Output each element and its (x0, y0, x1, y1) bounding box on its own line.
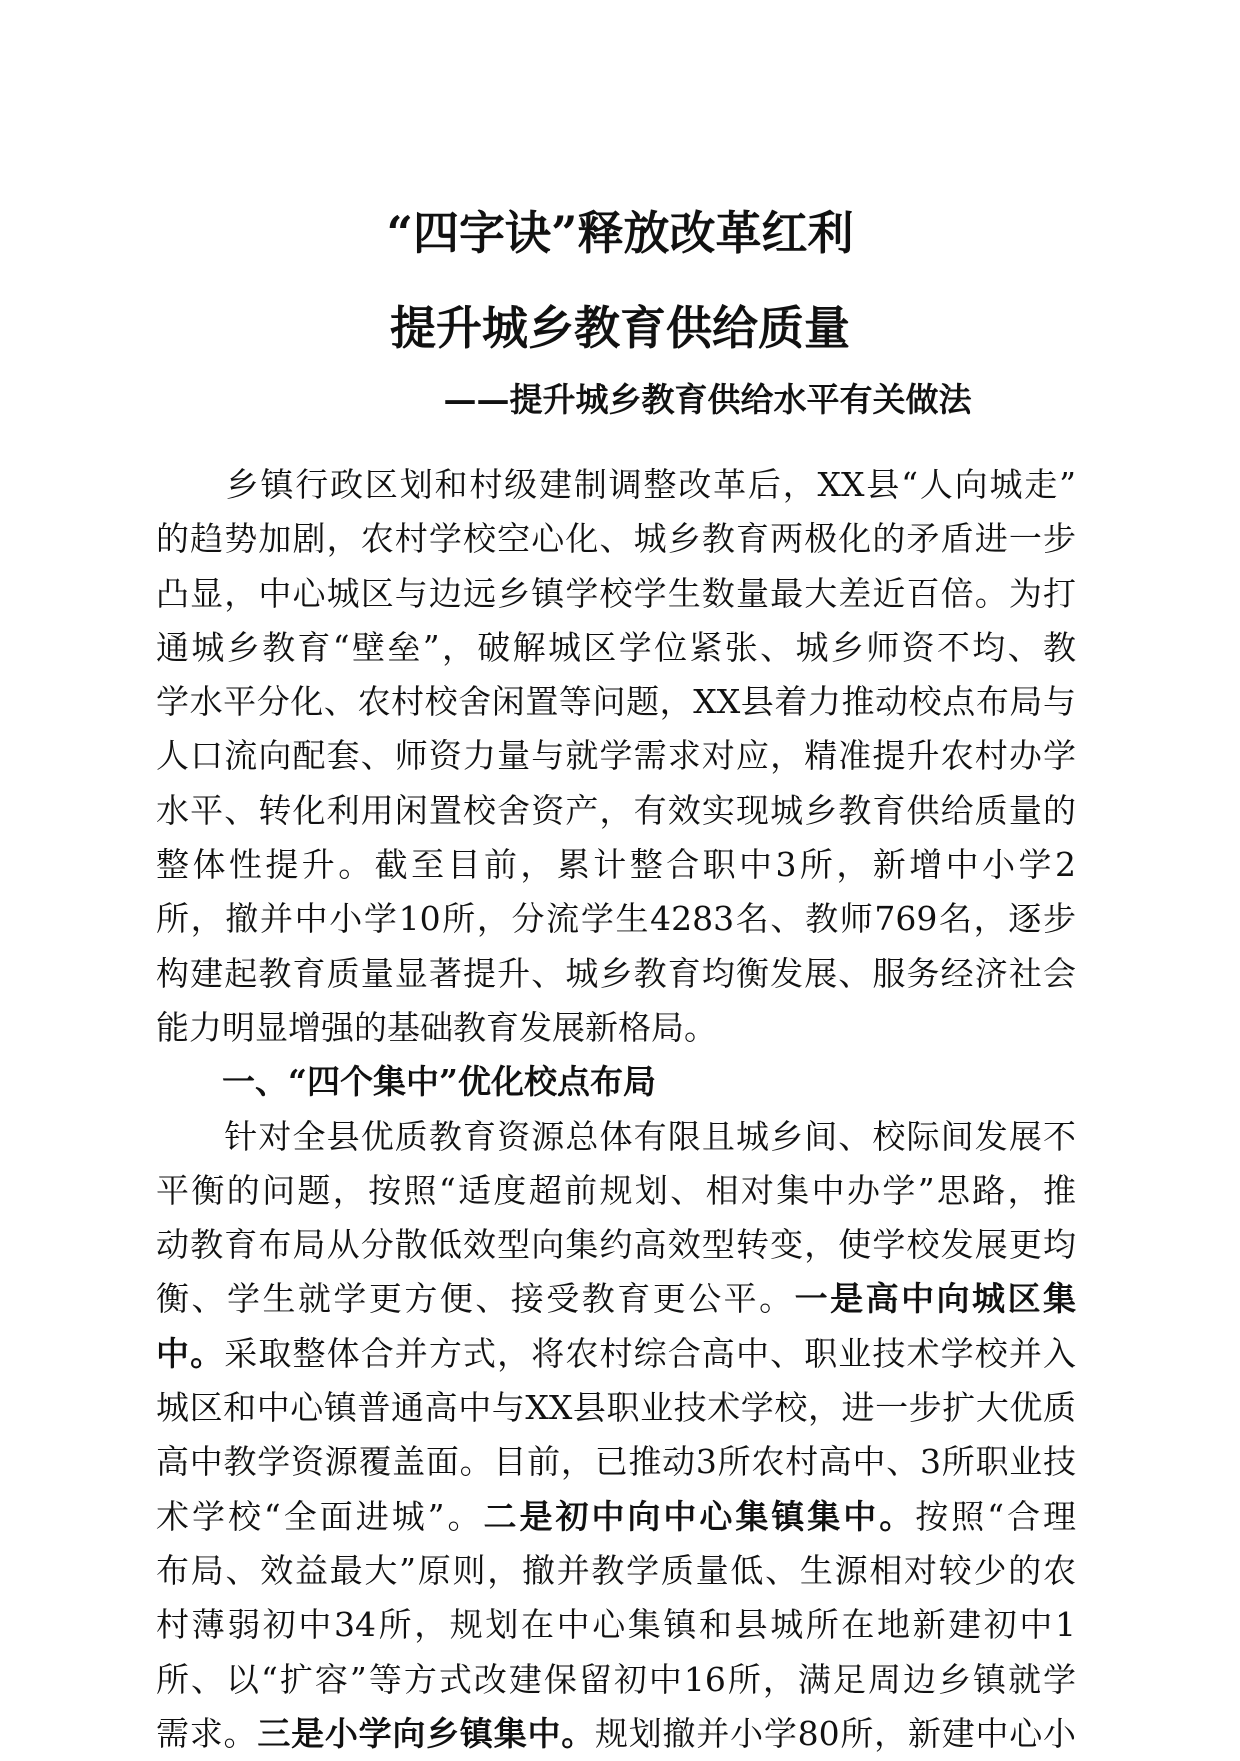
paragraph-line (156, 1327, 1076, 1381)
paragraph-line: 针对全县优质教育资源总体有限且城乡间、校际间发展不 (156, 1116, 1076, 1156)
paragraph-line: 动教育布局从分散低效型向集约高效型转变，使学校发展更均 (156, 1225, 1076, 1265)
bold-point-title: 三是小学向乡镇集中。 (257, 1713, 596, 1753)
line-text: 按照“合理 (915, 1496, 1077, 1536)
paragraph-line: 所，撤并中小学10所，分流学生4283名、教师769名，逐步 (156, 899, 1076, 939)
paragraph-line: 人口流向配套、师资力量与就学需求对应，精准提升农村办学 (156, 736, 1076, 776)
document-body (156, 458, 1076, 1761)
paragraph-line: 城区和中心镇普通高中与XX县职业技术学校，进一步扩大优质 (156, 1388, 1076, 1428)
paragraph-line: 乡镇行政区划和村级建制调整改革后，XX县“人向城走” (156, 465, 1076, 504)
paragraph-line: 学水平分化、农村校舍闲置等问题，XX县着力推动校点布局与 (156, 682, 1076, 722)
document-title-line-1: “四字诀”释放改革红利 (386, 206, 854, 260)
paragraph-line (156, 1272, 1076, 1326)
section-heading: 一、“四个集中”优化校点布局 (156, 1062, 656, 1102)
paragraph-line: 所、以“扩容”等方式改建保留初中16所，满足周边乡镇就学 (156, 1659, 1076, 1699)
paragraph-line: 高中教学资源覆盖面。目前，已推动3所农村高中、3所职业技 (156, 1442, 1076, 1482)
line-text: 采取整体合并方式，将农村综合高中、职业技术学校并入 (224, 1333, 1077, 1373)
bold-point-title: 一是高中向城区集 (794, 1279, 1077, 1319)
paragraph-line: 布局、效益最大”原则，撤并教学质量低、生源相对较少的农 (156, 1550, 1076, 1590)
line-text: 规划撤并小学80所，新建中心小 (595, 1713, 1077, 1753)
paragraph-line (156, 1490, 1076, 1544)
paragraph-line: 凸显，中心城区与边远乡镇学校学生数量最大差近百倍。为打 (156, 573, 1076, 613)
document-subtitle (0, 378, 1240, 422)
line-text: 衡、学生就学更方便、接受教育更公平。 (156, 1279, 795, 1319)
paragraph-line: 平衡的问题，按照“适度超前规划、相对集中办学”思路，推 (156, 1170, 1076, 1210)
paragraph-line (156, 1707, 1076, 1761)
paragraph-line: 通城乡教育“壁垒”，破解城区学位紧张、城乡师资不均、教 (156, 627, 1076, 667)
paragraph-line: 构建起教育质量显著提升、城乡教育均衡发展、服务经济社会 (156, 953, 1076, 993)
line-text: 需求。 (156, 1713, 258, 1753)
document-title-line-2: 提升城乡教育供给质量 (390, 301, 850, 355)
bold-point-title: 中。 (156, 1333, 225, 1373)
paragraph-line: 整体性提升。截至目前，累计整合职中3所，新增中小学2 (156, 845, 1076, 885)
paragraph-line: 村薄弱初中34所，规划在中心集镇和县城所在地新建初中1 (156, 1605, 1076, 1645)
line-text: 术学校“全面进城”。 (156, 1496, 484, 1536)
subtitle-text: ——提升城乡教育供给水平有关做法 (443, 380, 972, 419)
paragraph-line: 能力明显增强的基础教育发展新格局。 (156, 1007, 717, 1047)
paragraph-line: 水平、转化利用闲置校舍资产，有效实现城乡教育供给质量的 (156, 790, 1076, 830)
paragraph-line: 的趋势加剧，农村学校空心化、城乡教育两极化的矛盾进一步 (156, 519, 1076, 559)
bold-point-title: 二是初中向中心集镇集中。 (483, 1496, 916, 1536)
